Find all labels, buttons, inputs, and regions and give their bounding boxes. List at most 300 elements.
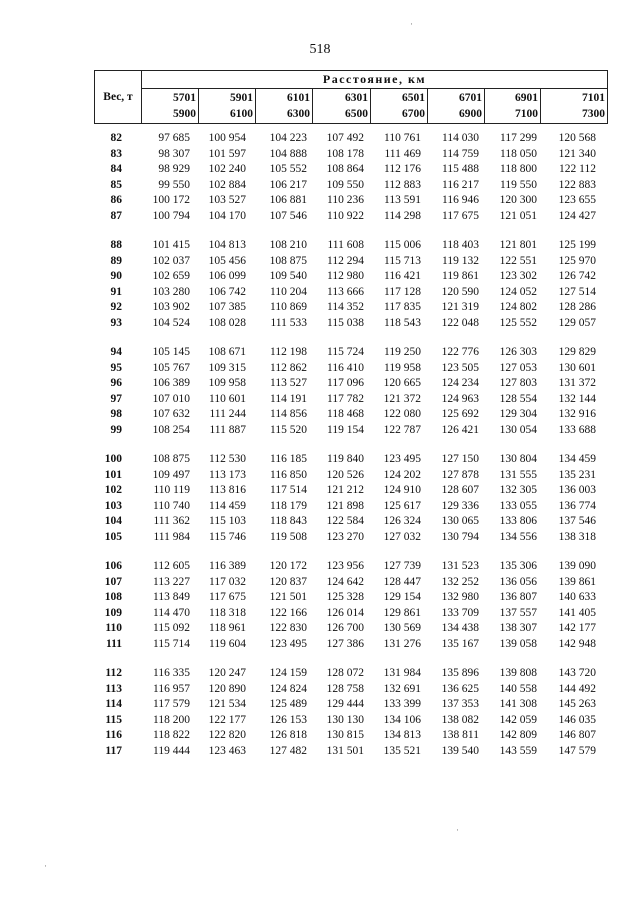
value-cell: 115 714 — [153, 638, 190, 650]
table-row — [0, 147, 640, 162]
value-cell: 122 177 — [208, 713, 246, 726]
value-cell: 122 820 — [208, 729, 246, 742]
value-cell: 123 495 — [383, 453, 421, 465]
value-cell: 113 849 — [153, 591, 190, 604]
value-cell: 115 092 — [153, 622, 190, 635]
value-cell: 125 617 — [383, 499, 421, 512]
value-cell: 130 794 — [441, 531, 479, 543]
value-cell: 100 172 — [152, 194, 190, 207]
value-cell: 134 438 — [441, 622, 479, 635]
weight-cell: 85 — [110, 178, 122, 191]
range-to: 7300 — [582, 108, 605, 120]
value-cell: 102 659 — [152, 270, 190, 283]
value-cell: 130 601 — [558, 361, 596, 374]
value-cell: 110 236 — [327, 194, 364, 207]
value-cell: 112 530 — [209, 453, 246, 465]
value-cell: 134 106 — [383, 713, 421, 726]
value-cell: 124 052 — [499, 285, 537, 298]
value-cell: 109 540 — [269, 270, 307, 283]
value-cell: 138 082 — [441, 713, 479, 726]
value-cell: 127 739 — [383, 560, 421, 572]
value-cell: 123 463 — [208, 745, 246, 757]
range-to: 6100 — [230, 108, 253, 120]
value-cell: 115 520 — [270, 424, 307, 436]
table-row — [0, 269, 640, 284]
weight-cell: 82 — [110, 132, 122, 144]
value-cell: 117 675 — [209, 591, 246, 604]
value-cell: 106 099 — [208, 270, 246, 283]
value-cell: 143 720 — [558, 667, 596, 679]
value-cell: 107 632 — [152, 408, 190, 421]
value-cell: 125 328 — [326, 591, 364, 604]
value-cell: 120 172 — [269, 560, 307, 572]
value-cell: 142 177 — [558, 622, 596, 635]
value-cell: 117 096 — [327, 377, 364, 390]
weight-cell: 115 — [105, 713, 122, 726]
value-cell: 121 501 — [269, 591, 307, 604]
value-cell: 103 280 — [152, 285, 190, 298]
value-cell: 119 508 — [270, 531, 307, 543]
value-cell: 131 523 — [441, 560, 479, 572]
distance-header: Расстояние, км — [142, 71, 607, 89]
value-cell: 108 254 — [152, 424, 190, 436]
value-cell: 118 403 — [442, 239, 479, 251]
table-row — [0, 345, 640, 360]
range-from: 6701 — [459, 92, 482, 104]
value-cell: 123 655 — [558, 194, 596, 207]
value-cell: 141 308 — [499, 698, 537, 711]
value-cell: 142 059 — [499, 713, 537, 726]
value-cell: 104 223 — [269, 132, 307, 144]
value-cell: 120 300 — [499, 194, 537, 207]
weight-cell: 109 — [104, 606, 122, 619]
value-cell: 119 550 — [500, 178, 537, 191]
value-cell: 110 601 — [209, 392, 246, 405]
value-cell: 136 625 — [441, 682, 479, 695]
weight-cell: 94 — [110, 346, 122, 358]
weight-cell: 96 — [110, 377, 122, 390]
value-cell: 127 150 — [441, 453, 479, 465]
value-cell: 120 665 — [383, 377, 421, 390]
table-row — [0, 452, 640, 467]
table-row — [0, 254, 640, 269]
value-cell: 130 569 — [383, 622, 421, 635]
weight-cell: 99 — [110, 424, 122, 436]
value-cell: 114 191 — [270, 392, 307, 405]
value-cell: 119 958 — [384, 361, 421, 374]
value-cell: 125 489 — [269, 698, 307, 711]
value-cell: 146 807 — [558, 729, 596, 742]
value-cell: 124 642 — [326, 575, 364, 588]
value-cell: 117 032 — [209, 575, 246, 588]
weight-cell: 98 — [110, 408, 122, 421]
range-from: 5901 — [230, 92, 253, 104]
value-cell: 133 055 — [499, 499, 537, 512]
value-cell: 139 808 — [499, 667, 537, 679]
value-cell: 137 546 — [558, 515, 596, 528]
value-cell: 116 421 — [384, 270, 421, 283]
value-cell: 122 584 — [326, 515, 364, 528]
value-cell: 109 958 — [208, 377, 246, 390]
table-row — [0, 575, 640, 590]
value-cell: 123 302 — [499, 270, 537, 283]
value-cell: 121 051 — [499, 210, 537, 222]
value-cell: 134 459 — [558, 453, 596, 465]
value-cell: 116 389 — [209, 560, 246, 572]
table-row — [0, 499, 640, 514]
table-row — [0, 530, 640, 545]
range-from: 6101 — [287, 92, 310, 104]
value-cell: 116 217 — [442, 178, 479, 191]
table-row — [0, 744, 640, 759]
value-cell: 142 809 — [499, 729, 537, 742]
table-row — [0, 361, 640, 376]
range-to: 5900 — [173, 108, 196, 120]
value-cell: 116 335 — [153, 667, 190, 679]
weight-cell: 117 — [105, 745, 122, 757]
value-cell: 125 970 — [558, 254, 596, 267]
value-cell: 112 883 — [384, 178, 421, 191]
value-cell: 132 252 — [441, 575, 479, 588]
value-cell: 121 372 — [383, 392, 421, 405]
value-cell: 113 173 — [209, 468, 246, 481]
value-cell: 116 185 — [270, 453, 307, 465]
table-row — [0, 238, 640, 253]
value-cell: 124 802 — [499, 301, 537, 314]
value-cell: 107 492 — [326, 132, 364, 144]
value-cell: 124 824 — [269, 682, 307, 695]
value-cell: 121 801 — [499, 239, 537, 251]
value-cell: 119 444 — [153, 745, 190, 757]
value-cell: 117 675 — [442, 210, 479, 222]
scan-speck: · — [456, 825, 459, 835]
value-cell: 110 922 — [327, 210, 364, 222]
value-cell: 108 875 — [269, 254, 307, 267]
value-cell: 126 700 — [326, 622, 364, 635]
weight-cell: 88 — [110, 239, 122, 251]
value-cell: 127 386 — [326, 638, 364, 650]
range-to: 6500 — [345, 108, 368, 120]
value-cell: 131 984 — [383, 667, 421, 679]
value-cell: 119 132 — [442, 254, 479, 267]
value-cell: 111 362 — [153, 515, 190, 528]
value-cell: 121 898 — [326, 499, 364, 512]
page-number: 518 — [309, 42, 331, 57]
value-cell: 116 850 — [270, 468, 307, 481]
value-cell: 111 984 — [153, 531, 190, 543]
value-cell: 110 740 — [153, 499, 190, 512]
weight-cell: 112 — [105, 667, 122, 679]
table-row — [0, 376, 640, 391]
value-cell: 124 963 — [441, 392, 479, 405]
value-cell: 140 558 — [499, 682, 537, 695]
value-cell: 111 244 — [209, 408, 246, 421]
value-cell: 97 685 — [158, 132, 190, 144]
value-cell: 132 980 — [441, 591, 479, 604]
value-cell: 127 803 — [499, 377, 537, 390]
value-cell: 128 072 — [326, 667, 364, 679]
value-cell: 133 709 — [441, 606, 479, 619]
value-cell: 112 176 — [384, 163, 421, 176]
value-cell: 104 170 — [208, 210, 246, 222]
table-row — [0, 162, 640, 177]
value-cell: 106 742 — [208, 285, 246, 298]
value-cell: 108 028 — [208, 317, 246, 329]
value-cell: 138 318 — [558, 531, 596, 543]
range-from: 6301 — [345, 92, 368, 104]
value-cell: 118 179 — [270, 499, 307, 512]
value-cell: 102 884 — [208, 178, 246, 191]
weight-cell: 86 — [110, 194, 122, 207]
value-cell: 132 691 — [383, 682, 421, 695]
value-cell: 122 112 — [559, 163, 596, 176]
value-cell: 115 006 — [384, 239, 421, 251]
value-cell: 100 954 — [208, 132, 246, 144]
value-cell: 114 030 — [442, 132, 479, 144]
value-cell: 119 250 — [384, 346, 421, 358]
value-cell: 112 605 — [153, 560, 190, 572]
table-row — [0, 483, 640, 498]
value-cell: 130 804 — [499, 453, 537, 465]
value-cell: 114 470 — [153, 606, 190, 619]
value-cell: 135 521 — [383, 745, 421, 757]
value-cell: 129 336 — [441, 499, 479, 512]
value-cell: 131 555 — [499, 468, 537, 481]
value-cell: 103 527 — [208, 194, 246, 207]
value-cell: 142 948 — [558, 638, 596, 650]
value-cell: 102 037 — [152, 254, 190, 267]
value-cell: 129 057 — [558, 317, 596, 329]
value-cell: 98 929 — [158, 163, 190, 176]
value-cell: 115 713 — [384, 254, 421, 267]
value-cell: 127 514 — [558, 285, 596, 298]
weight-cell: 111 — [106, 638, 122, 650]
value-cell: 108 178 — [326, 147, 364, 160]
value-cell: 115 746 — [209, 531, 246, 543]
value-cell: 114 759 — [442, 147, 479, 160]
range-from: 7101 — [582, 92, 605, 104]
value-cell: 114 459 — [209, 499, 246, 512]
value-cell: 109 497 — [152, 468, 190, 481]
value-cell: 115 488 — [442, 163, 479, 176]
value-cell: 146 035 — [558, 713, 596, 726]
range-to: 6900 — [459, 108, 482, 120]
value-cell: 107 010 — [152, 392, 190, 405]
weight-cell: 101 — [104, 468, 122, 481]
value-cell: 121 212 — [326, 484, 364, 497]
table-row — [0, 666, 640, 681]
weight-cell: 114 — [105, 698, 122, 711]
value-cell: 112 198 — [270, 346, 307, 358]
value-cell: 127 482 — [269, 745, 307, 757]
value-cell: 104 813 — [208, 239, 246, 251]
weight-cell: 113 — [105, 682, 122, 695]
value-cell: 108 864 — [326, 163, 364, 176]
value-cell: 106 881 — [269, 194, 307, 207]
value-cell: 112 862 — [270, 361, 307, 374]
value-cell: 119 840 — [327, 453, 364, 465]
value-cell: 118 050 — [500, 147, 537, 160]
value-cell: 135 167 — [441, 638, 479, 650]
weight-cell: 102 — [104, 484, 122, 497]
value-cell: 104 888 — [269, 147, 307, 160]
value-cell: 114 298 — [384, 210, 421, 222]
range-to: 7100 — [515, 108, 538, 120]
table-row — [0, 606, 640, 621]
value-cell: 147 579 — [558, 745, 596, 757]
table-row — [0, 559, 640, 574]
value-cell: 124 202 — [383, 468, 421, 481]
value-cell: 133 806 — [499, 515, 537, 528]
value-cell: 131 276 — [383, 638, 421, 650]
value-cell: 122 048 — [441, 317, 479, 329]
weight-cell: 108 — [104, 591, 122, 604]
table-row — [0, 621, 640, 636]
value-cell: 122 883 — [558, 178, 596, 191]
value-cell: 115 038 — [327, 317, 364, 329]
value-cell: 127 053 — [499, 361, 537, 374]
value-cell: 114 856 — [270, 408, 307, 421]
value-cell: 118 843 — [270, 515, 307, 528]
table-row — [0, 423, 640, 438]
range-from: 6901 — [515, 92, 538, 104]
value-cell: 128 447 — [383, 575, 421, 588]
value-cell: 118 200 — [153, 713, 190, 726]
value-cell: 109 550 — [326, 178, 364, 191]
value-cell: 109 315 — [208, 361, 246, 374]
value-cell: 130 130 — [326, 713, 364, 726]
value-cell: 115 724 — [327, 346, 364, 358]
value-cell: 111 469 — [384, 147, 421, 160]
value-cell: 105 552 — [269, 163, 307, 176]
value-cell: 131 372 — [558, 377, 596, 390]
table-row — [0, 285, 640, 300]
table-row — [0, 590, 640, 605]
value-cell: 122 776 — [441, 346, 479, 358]
value-cell: 104 524 — [152, 317, 190, 329]
value-cell: 110 869 — [270, 301, 307, 314]
value-cell: 106 217 — [269, 178, 307, 191]
range-to: 6700 — [402, 108, 425, 120]
value-cell: 103 902 — [152, 301, 190, 314]
value-cell: 145 263 — [558, 698, 596, 711]
value-cell: 137 557 — [499, 606, 537, 619]
value-cell: 121 319 — [441, 301, 479, 314]
range-from: 5701 — [173, 92, 196, 104]
value-cell: 125 552 — [499, 317, 537, 329]
value-cell: 117 128 — [384, 285, 421, 298]
value-cell: 113 666 — [327, 285, 364, 298]
weight-cell: 89 — [110, 254, 122, 267]
table-row — [0, 728, 640, 743]
value-cell: 139 861 — [558, 575, 596, 588]
value-cell: 118 961 — [209, 622, 246, 635]
value-cell: 127 032 — [383, 531, 421, 543]
value-cell: 135 231 — [558, 468, 596, 481]
value-cell: 123 270 — [326, 531, 364, 543]
weight-cell: 100 — [104, 453, 122, 465]
value-cell: 122 166 — [269, 606, 307, 619]
value-cell: 116 410 — [327, 361, 364, 374]
value-cell: 128 607 — [441, 484, 479, 497]
value-cell: 120 247 — [208, 667, 246, 679]
table-row — [0, 514, 640, 529]
value-cell: 118 318 — [209, 606, 246, 619]
value-cell: 129 444 — [326, 698, 364, 711]
value-cell: 124 234 — [441, 377, 479, 390]
value-cell: 124 427 — [558, 210, 596, 222]
value-cell: 136 003 — [558, 484, 596, 497]
value-cell: 117 579 — [153, 698, 190, 711]
value-cell: 114 352 — [327, 301, 364, 314]
value-cell: 132 305 — [499, 484, 537, 497]
value-cell: 115 103 — [209, 515, 246, 528]
value-cell: 111 608 — [327, 239, 364, 251]
value-cell: 120 837 — [269, 575, 307, 588]
table-row — [0, 637, 640, 652]
value-cell: 131 501 — [326, 745, 364, 757]
value-cell: 125 199 — [558, 239, 596, 251]
value-cell: 118 543 — [384, 317, 421, 329]
value-cell: 132 144 — [558, 392, 596, 405]
weight-cell: 87 — [110, 210, 122, 222]
value-cell: 117 782 — [327, 392, 364, 405]
table-row — [0, 697, 640, 712]
table-row — [0, 407, 640, 422]
value-cell: 125 692 — [441, 408, 479, 421]
value-cell: 113 816 — [209, 484, 246, 497]
value-cell: 117 299 — [500, 132, 537, 144]
weight-cell: 92 — [110, 301, 122, 314]
value-cell: 122 551 — [499, 254, 537, 267]
table-row — [0, 131, 640, 146]
value-cell: 119 604 — [209, 638, 246, 650]
value-cell: 117 835 — [384, 301, 421, 314]
value-cell: 108 210 — [269, 239, 307, 251]
table-row — [0, 682, 640, 697]
value-cell: 140 633 — [558, 591, 596, 604]
value-cell: 120 890 — [208, 682, 246, 695]
weight-cell: 90 — [110, 270, 122, 283]
value-cell: 113 591 — [384, 194, 421, 207]
value-cell: 112 294 — [327, 254, 364, 267]
value-cell: 126 153 — [269, 713, 307, 726]
value-cell: 126 014 — [326, 606, 364, 619]
value-cell: 110 204 — [270, 285, 307, 298]
value-cell: 101 597 — [208, 147, 246, 160]
value-cell: 136 807 — [499, 591, 537, 604]
weight-column-header: Вес, т — [95, 71, 142, 123]
value-cell: 134 556 — [499, 531, 537, 543]
value-cell: 135 896 — [441, 667, 479, 679]
value-cell: 116 957 — [153, 682, 190, 695]
value-cell: 123 505 — [441, 361, 479, 374]
weight-cell: 91 — [110, 285, 122, 298]
weight-cell: 93 — [110, 317, 122, 329]
value-cell: 136 056 — [499, 575, 537, 588]
value-cell: 133 688 — [558, 424, 596, 436]
value-cell: 107 546 — [269, 210, 307, 222]
weight-cell: 84 — [110, 163, 122, 176]
value-cell: 130 054 — [499, 424, 537, 436]
value-cell: 138 811 — [442, 729, 479, 742]
value-cell: 123 956 — [326, 560, 364, 572]
table-row — [0, 713, 640, 728]
value-cell: 134 813 — [383, 729, 421, 742]
value-cell: 106 389 — [152, 377, 190, 390]
value-cell: 129 861 — [383, 606, 421, 619]
value-cell: 133 399 — [383, 698, 421, 711]
